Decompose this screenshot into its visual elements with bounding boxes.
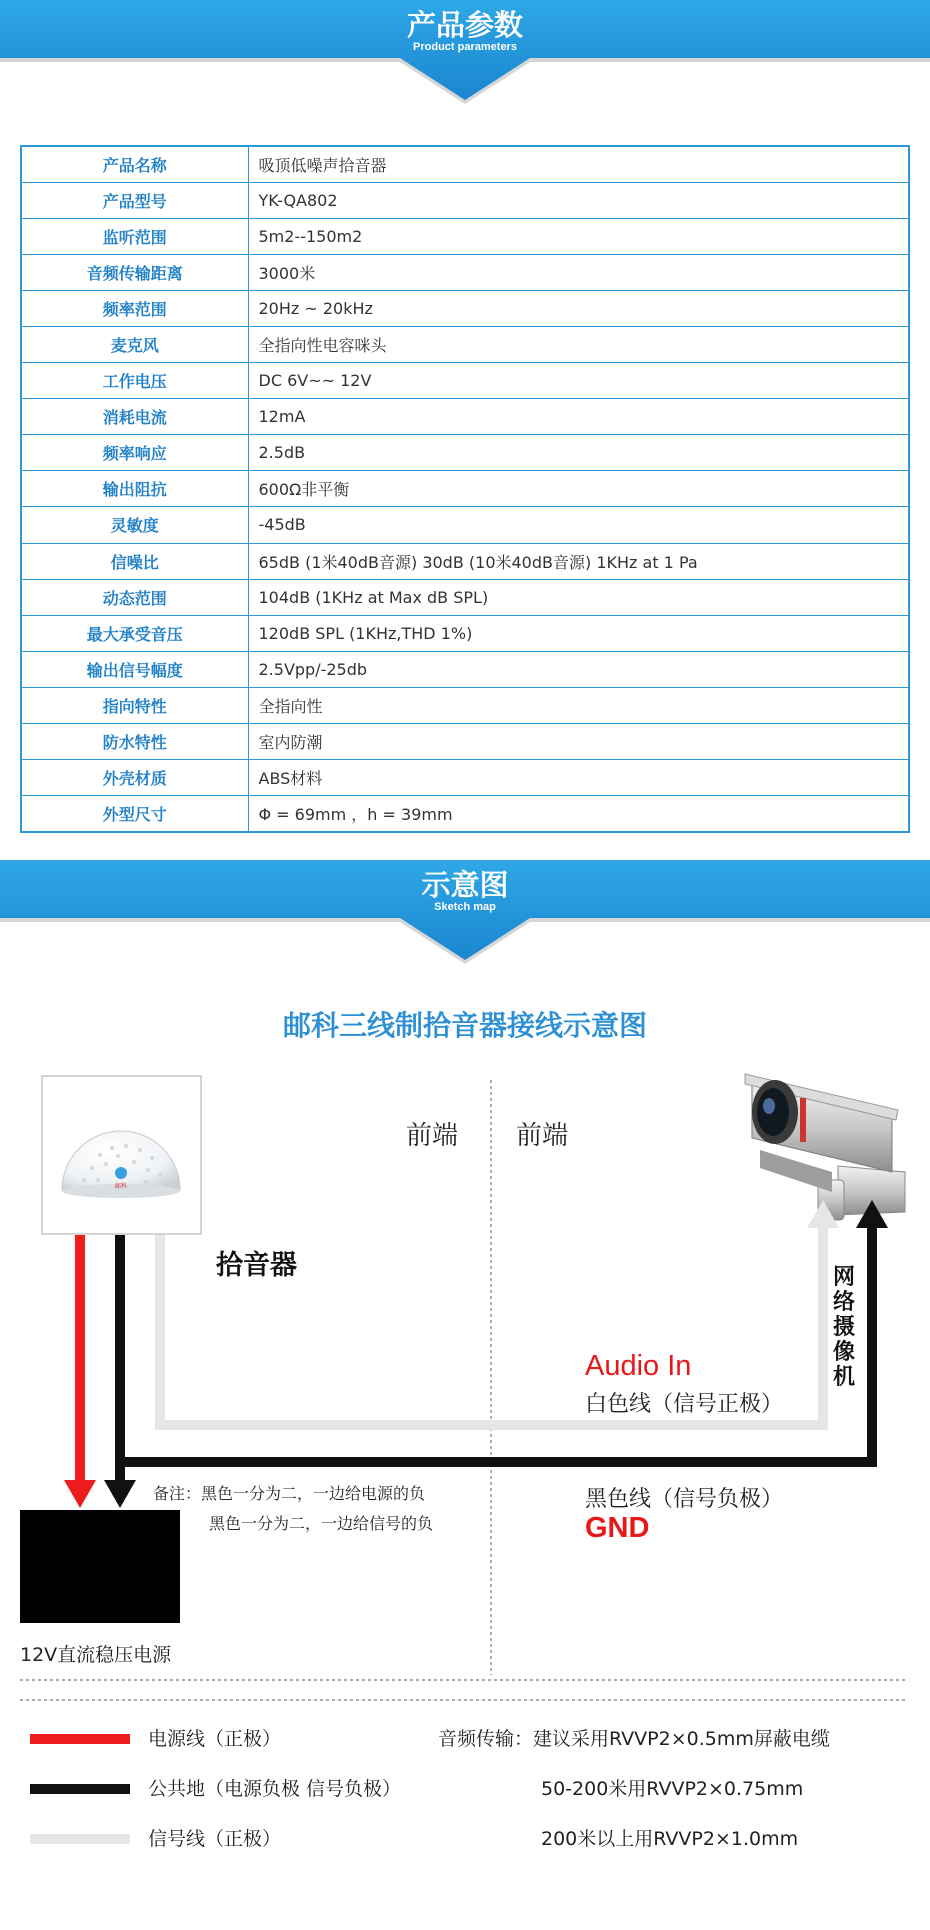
red-wire — [75, 1235, 85, 1482]
device-logo-text: 邮科 — [114, 1183, 128, 1190]
table-row — [21, 579, 909, 615]
sketch-map-banner — [0, 860, 930, 964]
param-label: 外壳材质 — [21, 760, 248, 796]
signal-wire-vertical — [155, 1235, 165, 1430]
param-value: ABS材料 — [248, 760, 909, 796]
legend-swatch-red — [30, 1734, 130, 1744]
param-label: 音频传输距离 — [21, 254, 248, 290]
black-wire-horizontal — [115, 1457, 877, 1467]
param-value: -45dB — [248, 507, 909, 543]
table-row — [21, 471, 909, 507]
param-label: 频率响应 — [21, 435, 248, 471]
table-row — [21, 218, 909, 254]
table-row — [21, 796, 909, 832]
wiring-diagram — [0, 1060, 930, 1890]
table-row — [21, 254, 909, 290]
table-row — [21, 290, 909, 326]
param-value: 104dB (1KHz at Max dB SPL) — [248, 579, 909, 615]
param-label: 产品名称 — [21, 146, 248, 182]
param-label: 频率范围 — [21, 290, 248, 326]
param-value: 600Ω非平衡 — [248, 471, 909, 507]
param-value: 2.5dB — [248, 435, 909, 471]
product-parameters-banner — [0, 0, 930, 104]
parameter-table — [20, 145, 910, 833]
audio-in-label: Audio In — [585, 1350, 692, 1382]
table-row — [21, 543, 909, 579]
param-value: DC 6V~~ 12V — [248, 363, 909, 399]
param-label: 防水特性 — [21, 724, 248, 760]
param-label: 消耗电流 — [21, 399, 248, 435]
power-supply-label: 12V直流稳压电源 — [20, 1644, 172, 1666]
camera-image — [745, 1074, 905, 1220]
param-label: 麦克风 — [21, 326, 248, 362]
param-value: Φ = 69mm ，h = 39mm — [248, 796, 909, 832]
legend-label-power: 电源线（正极） — [148, 1728, 282, 1750]
param-value: 全指向性 — [248, 687, 909, 723]
legend-swatch-black — [30, 1784, 130, 1794]
param-value: 2.5Vpp/-25db — [248, 651, 909, 687]
table-row — [21, 326, 909, 362]
param-label: 指向特性 — [21, 687, 248, 723]
black-wire-riser — [867, 1226, 877, 1467]
param-label: 工作电压 — [21, 363, 248, 399]
table-row — [21, 724, 909, 760]
black-wire-vertical — [115, 1235, 125, 1482]
legend-label-ground: 公共地（电源负极 信号负极） — [148, 1778, 402, 1800]
param-label: 外型尺寸 — [21, 796, 248, 832]
pickup-device-image — [42, 1076, 201, 1234]
section-subtitle: Sketch map — [434, 901, 496, 913]
camera-label: 网络摄像机 — [833, 1265, 856, 1390]
diagram-title: 邮科三线制拾音器接线示意图 — [282, 1009, 647, 1042]
table-row — [21, 182, 909, 218]
param-value: 20Hz ~ 20kHz — [248, 290, 909, 326]
transmission-note-1: 音频传输：建议采用RVVP2×0.5mm屏蔽电缆 — [438, 1728, 830, 1750]
table-row — [21, 651, 909, 687]
red-arrow — [64, 1480, 96, 1508]
param-label: 信噪比 — [21, 543, 248, 579]
param-value: 吸顶低噪声拾音器 — [248, 146, 909, 182]
legend-swatch-signal — [30, 1834, 130, 1844]
param-value: 室内防潮 — [248, 724, 909, 760]
signal-wire-riser — [818, 1226, 828, 1430]
front-label-left: 前端 — [406, 1121, 459, 1151]
legend-label-signal: 信号线（正极） — [148, 1828, 282, 1850]
section-subtitle: Product parameters — [413, 41, 517, 53]
param-value: 65dB (1米40dB音源) 30dB (10米40dB音源) 1KHz at 1 Pa — [248, 543, 909, 579]
param-value: 3000米 — [248, 254, 909, 290]
power-supply-box — [20, 1510, 180, 1623]
table-row — [21, 507, 909, 543]
table-row — [21, 760, 909, 796]
table-row — [21, 399, 909, 435]
table-row — [21, 146, 909, 182]
signal-wire-horizontal — [155, 1420, 828, 1430]
gnd-label: GND — [585, 1512, 650, 1544]
white-wire-label: 白色线（信号正极） — [585, 1392, 784, 1417]
section-title: 产品参数 — [406, 8, 523, 42]
device-label: 拾音器 — [216, 1250, 297, 1281]
param-label: 灵敏度 — [21, 507, 248, 543]
table-row — [21, 615, 909, 651]
param-label: 输出阻抗 — [21, 471, 248, 507]
param-label: 输出信号幅度 — [21, 651, 248, 687]
front-label-right: 前端 — [516, 1121, 569, 1151]
param-label: 监听范围 — [21, 218, 248, 254]
table-row — [21, 435, 909, 471]
black-arrow-down — [104, 1480, 136, 1508]
param-label: 动态范围 — [21, 579, 248, 615]
note-line-1: 备注：黑色一分为二，一边给电源的负 — [153, 1484, 426, 1503]
param-value: 5m2--150m2 — [248, 218, 909, 254]
transmission-note-2: 50-200米用RVVP2×0.75mm — [541, 1778, 804, 1800]
table-row — [21, 363, 909, 399]
section-title: 示意图 — [421, 868, 509, 902]
param-value: YK-QA802 — [248, 182, 909, 218]
param-value: 12mA — [248, 399, 909, 435]
note-line-2: 黑色一分为二，一边给信号的负 — [209, 1514, 434, 1533]
transmission-note-3: 200米以上用RVVP2×1.0mm — [541, 1828, 799, 1850]
param-value: 120dB SPL (1KHz,THD 1%) — [248, 615, 909, 651]
param-label: 最大承受音压 — [21, 615, 248, 651]
table-row — [21, 687, 909, 723]
black-wire-label: 黑色线（信号负极） — [585, 1487, 784, 1512]
param-value: 全指向性电容咪头 — [248, 326, 909, 362]
param-label: 产品型号 — [21, 182, 248, 218]
